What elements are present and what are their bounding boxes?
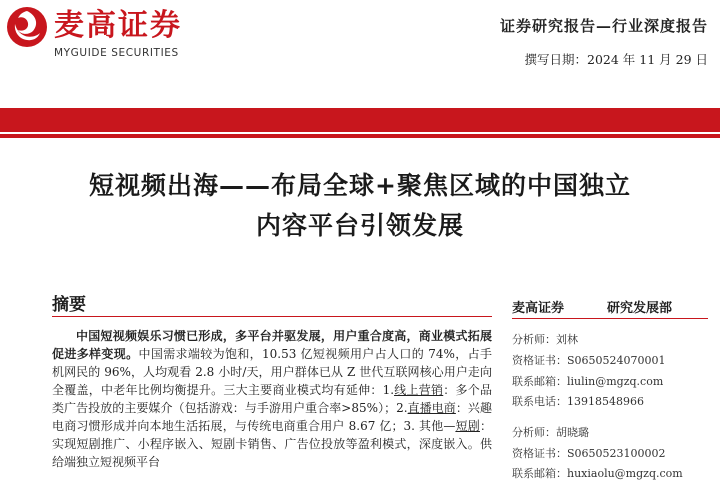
summary-underline: 直播电商 — [407, 401, 456, 415]
summary-text: ：多个品类广告投放的主要媒介（包括游戏：与手游用户重合率>85%）；2. — [52, 383, 492, 415]
report-date: 撰写日期：2024 年 11 月 29 日 — [524, 52, 708, 67]
summary-underline: 短剧 — [455, 419, 480, 433]
summary-body — [52, 327, 492, 471]
report-title-line-1: 短视频出海——布局全球+聚焦区域的中国独立 — [89, 171, 631, 200]
summary-underline: 线上营销 — [394, 383, 444, 397]
analyst-name: 分析师：刘林 — [512, 333, 578, 346]
analyst-email[interactable]: 联系邮箱：liulin@mgzq.com — [512, 375, 664, 388]
summary-text: ：实现短剧推广、小程序嵌入、短剧卡销售、广告位投放等盈利模式，深度嵌入。供给端独立短视频平台 — [52, 419, 492, 469]
summary-text: 中国需求端较为饱和，10.53 亿短视频用户占人口的 74%，占手机网民的 96%，人均观看 2.8 小时/天，用户群体已从 Z 世代互联网核心用户走向全覆盖，中老年比例均衡提升。三大主要商业模式均有延伸：1. — [52, 347, 492, 397]
sidebar-divider — [512, 318, 708, 319]
sidebar-dept: 研究发展部 — [607, 301, 673, 316]
analyst-cert: 资格证书：S0650524070001 — [512, 354, 666, 367]
myguide-logo-icon — [6, 6, 48, 48]
header-band-thin — [0, 134, 720, 138]
analyst-name: 分析师：胡晓璐 — [512, 426, 589, 439]
analyst-phone: 联系电话：13918548966 — [512, 395, 644, 408]
summary-heading: 摘要 — [52, 295, 86, 315]
analyst-email[interactable]: 联系邮箱：huxiaolu@mgzq.com — [512, 467, 683, 480]
summary-lead: 中国短视频娱乐习惯已形成，多平台并驱发展，用户重合度高，商业模式拓展促进多样变现。 — [52, 329, 492, 361]
report-type: 证券研究报告—行业深度报告 — [499, 17, 708, 35]
brand-name-en: MYGUIDE SECURITIES — [54, 47, 179, 59]
summary-text: ：兴趣电商习惯形成并向本地生活拓展，与传统电商重合用户 8.67 亿；3. 其他— — [52, 401, 492, 433]
header-band — [0, 108, 720, 132]
sidebar-org: 麦高证券 — [512, 301, 565, 316]
report-title-line-2: 内容平台引领发展 — [255, 211, 464, 240]
analyst-cert: 资格证书：S0650523100002 — [512, 447, 666, 460]
brand-name: 麦高证券 — [54, 8, 182, 43]
summary-divider — [52, 316, 492, 317]
